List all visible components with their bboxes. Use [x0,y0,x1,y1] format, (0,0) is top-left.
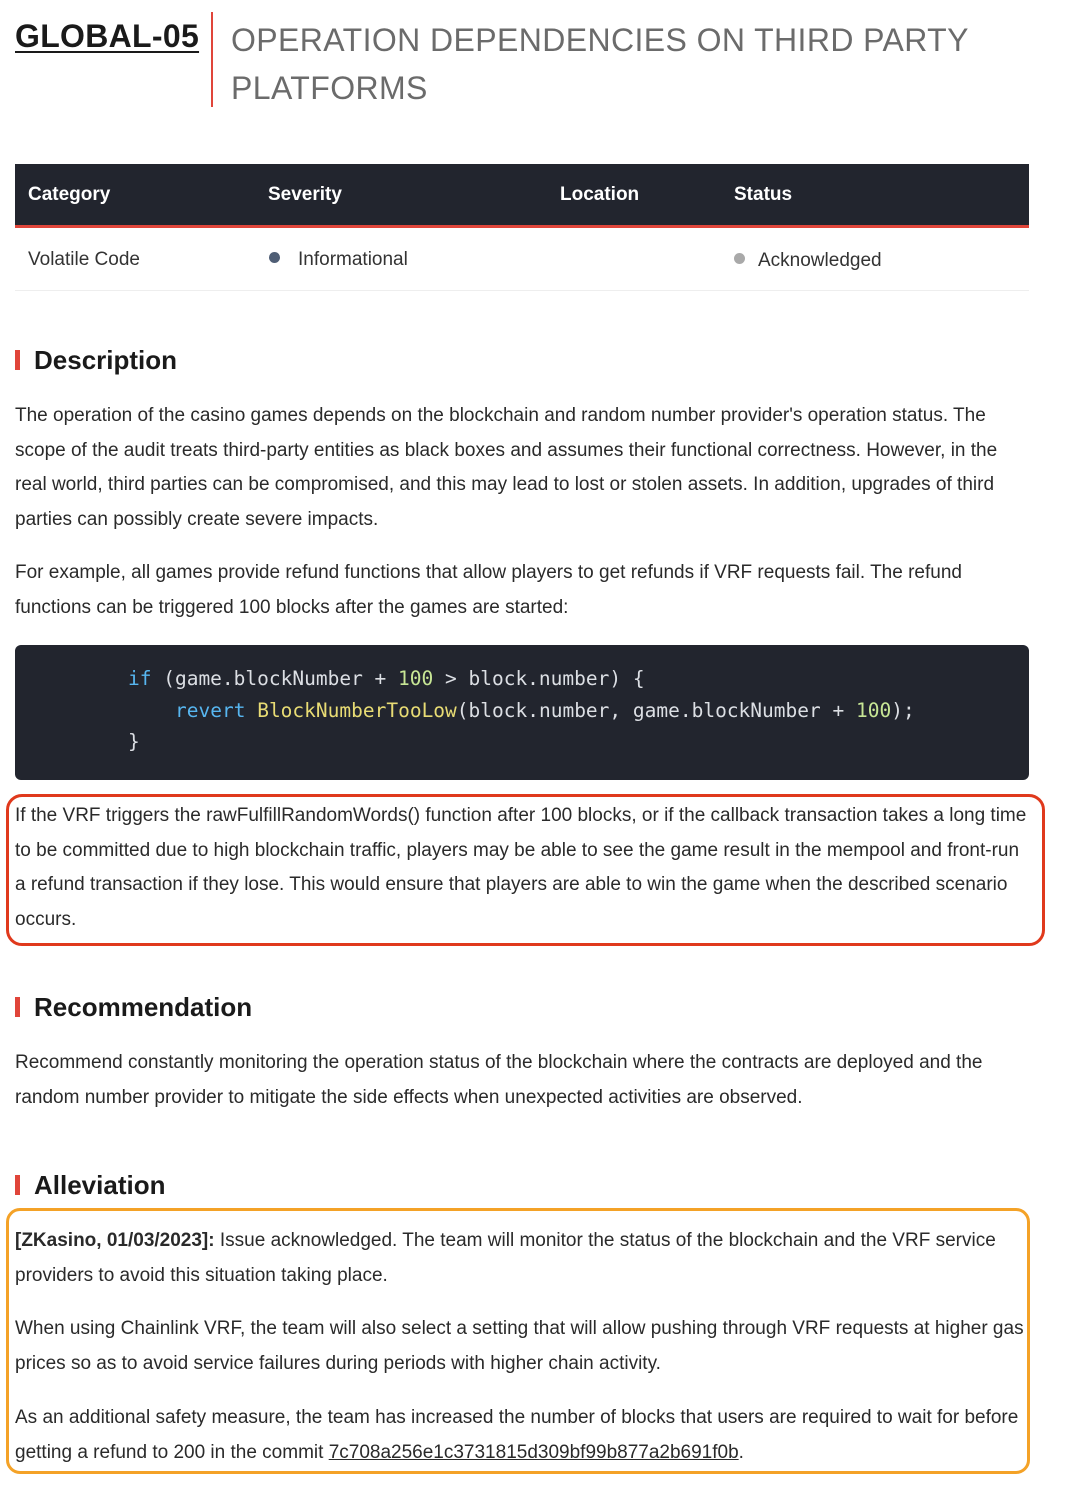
finding-id[interactable]: GLOBAL-05 [15,18,200,54]
alleviation-author-tag: [ZKasino, 01/03/2023]: [15,1230,215,1251]
code-line-1: if (game.blockNumber + 100 > block.number) { [128,667,645,690]
description-paragraph-1: The operation of the casino games depends on the blockchain and random number provider's operation status. The scope of the audit treats third-party entities as black boxes and assumes their functional correctness. However, in the real world, third parties can be compromised, and this may lead to lost or stolen assets. In addition, upgrades of third parties can possibly create severe impacts. [15,405,998,531]
status-dot-icon [734,253,745,264]
alleviation-heading: Alleviation [15,1169,165,1201]
recommendation-heading: Recommendation [15,991,252,1023]
alleviation-paragraph-2: When using Chainlink VRF, the team will also select a setting that will allow pushing through VRF requests at higher gas prices so as to avoid service failures during periods with higher chain activity. [15,1318,1024,1374]
category-value: Volatile Code [28,249,140,270]
status-cell [734,250,882,272]
alleviation-paragraph-1: [ZKasino, 01/03/2023]: Issue acknowledged. The team will monitor the status of the blockchain and the VRF service providers to avoid this situation taking place. [15,1230,996,1286]
code-block [15,645,1029,780]
status-value: Acknowledged [758,250,882,271]
red-highlight-box [6,794,1045,946]
description-paragraph-3: If the VRF triggers the rawFulfillRandomWords() function after 100 blocks, or if the callback transaction takes a long time to be committed due to high blockchain traffic, players may be able to see the game result in the mempool and front-run a refund transaction if they lose. This would ensure that players are able to win the game when the described scenario occurs. [15,805,1027,931]
column-severity: Severity [268,184,342,205]
code-line-2: revert BlockNumberTooLow(block.number, game.blockNumber + 100); [175,699,915,722]
orange-highlight-box [6,1208,1030,1474]
meta-table-row [15,228,1029,291]
severity-value: Informational [298,249,408,270]
code-error-name: BlockNumberTooLow [257,699,457,722]
code-line-3: } [128,730,140,753]
recommendation-paragraph: Recommend constantly monitoring the operation status of the blockchain where the contracts are deployed and the random number provider to mitigate the side effects when unexpected activities are observed. [15,1052,983,1108]
finding-title: OPERATION DEPENDENCIES ON THIRD PARTY PLATFORMS [231,22,969,106]
meta-table-header [15,164,1029,228]
description-heading: Description [15,344,177,376]
column-status: Status [734,184,793,205]
commit-link[interactable]: 7c708a256e1c3731815d309bf99b877a2b691f0b [328,1441,739,1463]
column-location: Location [560,184,640,205]
severity-cell [269,249,408,271]
description-paragraph-2: For example, all games provide refund functions that allow players to get refunds if VRF requests fail. The refund functions can be triggered 100 blocks after the games are started: [15,562,962,618]
finding-meta-table [15,164,1029,291]
code-keyword-revert: revert [175,699,246,722]
finding-header [15,12,1029,108]
alleviation-paragraph-3: As an additional safety measure, the team has increased the number of blocks that users are required to wait for before getting a refund to 200 in the commit 7c708a256e1c3731815d309bf99b877a2b691f0b. [15,1407,1019,1463]
header-divider [211,12,213,107]
column-category: Category [28,184,111,205]
code-keyword-if: if [128,667,152,690]
severity-dot-icon [269,252,280,263]
